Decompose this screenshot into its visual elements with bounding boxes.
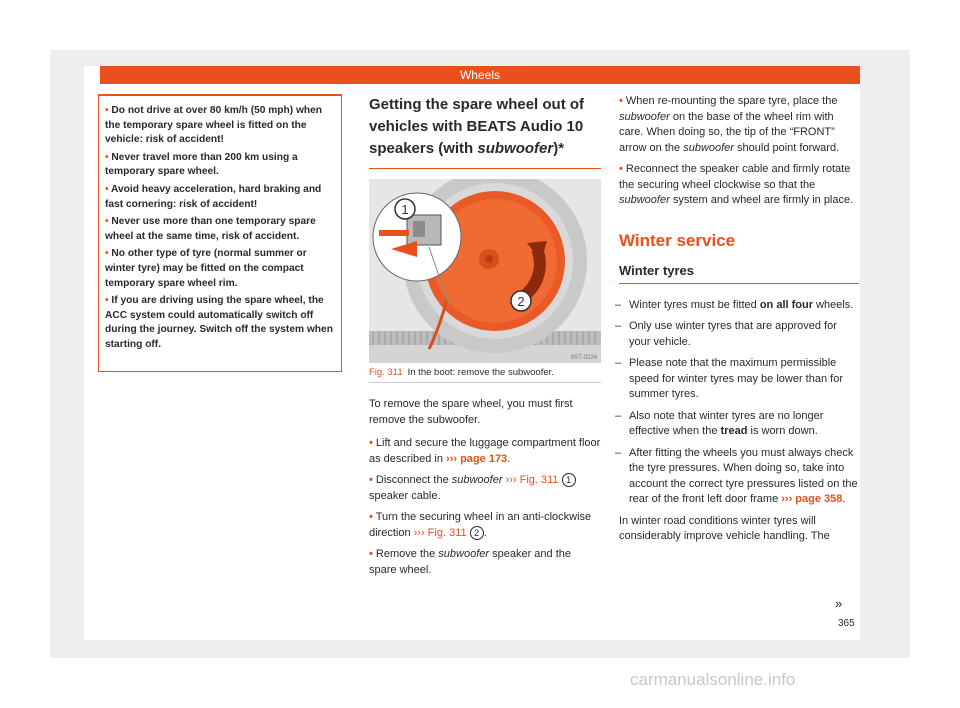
callout-2-marker: 2 — [470, 526, 484, 540]
warning-item: • Never use more than one temporary spare wheel at the same time, risk of accident. — [105, 216, 316, 242]
column-middle — [369, 94, 601, 584]
figure-link[interactable]: ››› Fig. 311 — [505, 474, 559, 486]
section-title: Getting the spare wheel out of vehicles with BEATS Audio 10 speakers (with subwoofer)* — [369, 96, 585, 157]
subwoofer-illustration — [369, 179, 601, 363]
step-6: • Reconnect the speaker cable and firmly rotate the securing wheel clockwise so that the subwoofer system and wheel are firmly in place. — [619, 163, 854, 206]
bullet-icon: • — [105, 105, 109, 116]
step-4: • Remove the subwoofer speaker and the spare wheel. — [369, 548, 572, 576]
step-1: • Lift and secure the luggage compartment floor as described in ››› page 173. — [369, 437, 601, 465]
page-link[interactable]: ››› page 173 — [446, 452, 508, 465]
continue-marker: » — [835, 596, 843, 611]
bullet-icon: • — [105, 295, 109, 307]
callout-1-label: 1 — [401, 202, 409, 217]
bullet-icon: • — [105, 216, 109, 228]
figure-link[interactable]: ››› Fig. 311 — [413, 526, 467, 539]
list-item: – After fitting the wheels you must always check the tyre pressures. When doing so, take into account the correct tyre pressures listed on the rear of the front left door frame ››› page 358. — [615, 446, 858, 505]
step-5: • When re-mounting the spare tyre, place the subwoofer on the base of the wheel rim with care. When doing so, the tip of the “FRONT” arrow on the subwoofer should point forward. — [619, 95, 840, 154]
warning-list — [105, 104, 335, 353]
winter-service-heading: Winter service — [619, 230, 736, 250]
winter-tyre-list — [615, 298, 859, 508]
warning-item: • Avoid heavy acceleration, hard braking and fast cornering: risk of accident! — [105, 183, 322, 210]
bullet-icon: • — [105, 248, 109, 260]
closing-text: In winter road conditions winter tyres will considerably improve vehicle handling. The — [619, 514, 830, 542]
list-item: – Also note that winter tyres are no longer effective when the tread is worn down. — [615, 409, 824, 437]
step-3: • Turn the securing wheel in an anti-clockwise direction ››› Fig. 311 2 . — [369, 511, 592, 539]
intro-text: To remove the spare wheel, you must first remove the subwoofer. — [369, 398, 573, 426]
callout-2-label: 2 — [517, 294, 525, 309]
bullet-icon: • — [369, 548, 373, 560]
figure-caption: Fig. 311 In the boot: remove the subwoofer. — [369, 367, 601, 383]
warning-item: • Do not drive at over 80 km/h (50 mph) when the temporary spare wheel is fitted on the vehicle: risk of accident! — [105, 105, 323, 146]
list-item: – Winter tyres must be fitted on all four wheels. — [615, 298, 854, 311]
step-2: • Disconnect the subwoofer ››› Fig. 311 1 speaker cable. — [369, 473, 601, 504]
bullet-icon: • — [369, 474, 373, 486]
footer-watermark: carmanualsonline.info — [630, 670, 796, 689]
warning-item: • Never travel more than 200 km using a temporary spare wheel. — [105, 151, 298, 178]
warning-item: • If you are driving using the spare wheel, the ACC system could automatically switch off during the journey. Switch off the system when starting off. — [105, 295, 333, 350]
bullet-icon: • — [105, 183, 109, 195]
figure-number: Fig. 311 — [369, 367, 403, 378]
bullet-icon: • — [369, 437, 373, 449]
list-item: – Only use winter tyres that are approved for your vehicle. — [615, 320, 837, 348]
bullet-icon: • — [105, 151, 109, 163]
figure-code: B5T-0224 — [570, 355, 597, 361]
winter-tyres-subheading: Winter tyres — [619, 262, 695, 278]
bullet-icon: • — [619, 163, 623, 175]
bullet-icon: • — [369, 511, 373, 523]
list-item: – Please note that the maximum permissible speed for winter tyres may be lower than for summer tyres. — [615, 357, 843, 400]
subheading-divider — [619, 283, 859, 284]
callout-1-marker: 1 — [562, 473, 576, 487]
warning-box — [98, 94, 342, 372]
chapter-header: Wheels — [100, 66, 860, 84]
page-number: 365 — [838, 618, 855, 629]
page-link[interactable]: ››› page 358 — [781, 493, 843, 505]
figure-subwoofer — [369, 179, 601, 363]
section-divider — [369, 168, 601, 169]
bullet-icon: • — [619, 95, 623, 107]
column-right — [615, 94, 859, 553]
warning-item: • No other type of tyre (normal summer or winter tyre) may be fitted on the compact temporary spare wheel rim. — [105, 248, 307, 289]
